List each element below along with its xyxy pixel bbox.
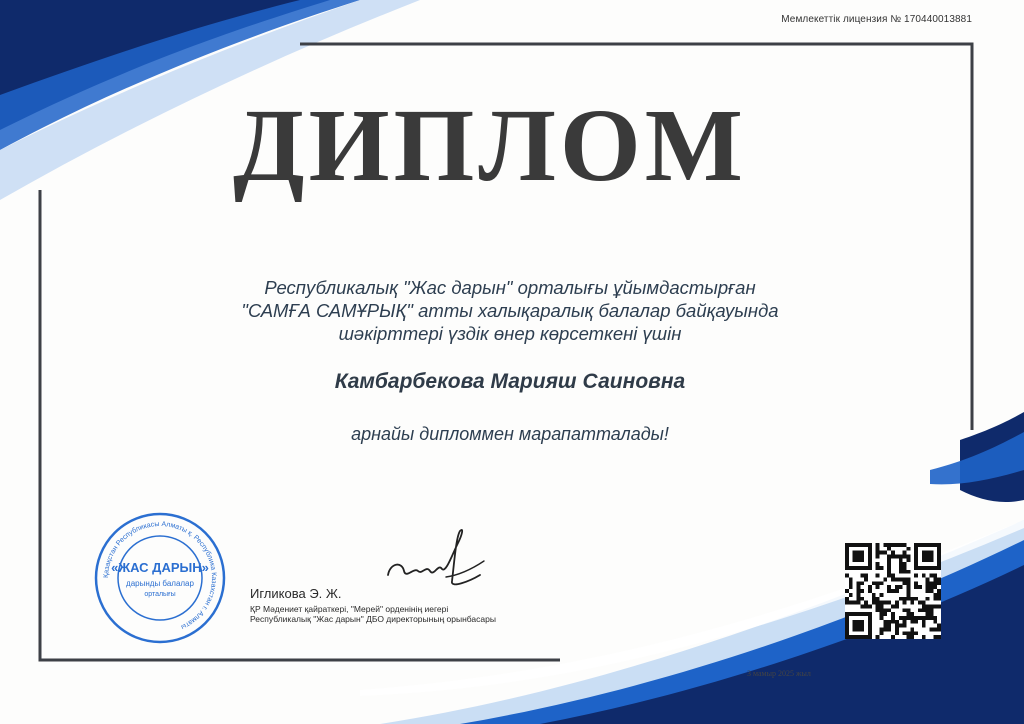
issue-date: 3 мамыр 2025 жыл xyxy=(747,669,811,678)
stamp-center-line-2: дарынды балалар xyxy=(126,579,194,588)
description-line-1: Республикалық "Жас дарын" орталығы ұйымдастырған xyxy=(264,277,756,298)
handwritten-signature xyxy=(380,525,490,595)
stamp-ring-path-text: Қазақстан Республикасы Алматы қ. Республика Казахстан г. Алматы xyxy=(102,520,218,631)
description-line-2: "САМҒА САМҰРЫҚ" атты халықаралық балалар байқауында xyxy=(241,300,779,321)
signer-title-line-2: Республикалық "Жас дарын" ДБО директорының орынбасары xyxy=(250,614,496,624)
signer-name: Игликова Э. Ж. xyxy=(250,586,342,601)
signer-title-line-1: ҚР Мәдениет қайраткері, "Мерей" орденінің иегері xyxy=(250,604,449,614)
seal-stamp xyxy=(92,510,228,646)
award-description xyxy=(140,276,880,345)
stamp-center-line-3: орталығы xyxy=(144,591,176,598)
awardee-name: Камбарбекова Марияш Саиновна xyxy=(334,370,686,393)
stamp-center-line-1: «ЖАС ДАРЫН» xyxy=(111,560,209,575)
license-number: Мемлекеттік лицензия № 170440013881 xyxy=(781,14,972,25)
qr-code-icon xyxy=(845,543,941,639)
diploma-title: ДИПЛОМ xyxy=(233,88,747,203)
signer-block xyxy=(250,586,496,624)
stamp-ring-text xyxy=(103,521,217,630)
description-line-3: шәкірттері үздік өнер көрсеткені үшін xyxy=(338,323,682,344)
closing-text: арнайы дипломмен марапатталады! xyxy=(351,424,669,444)
